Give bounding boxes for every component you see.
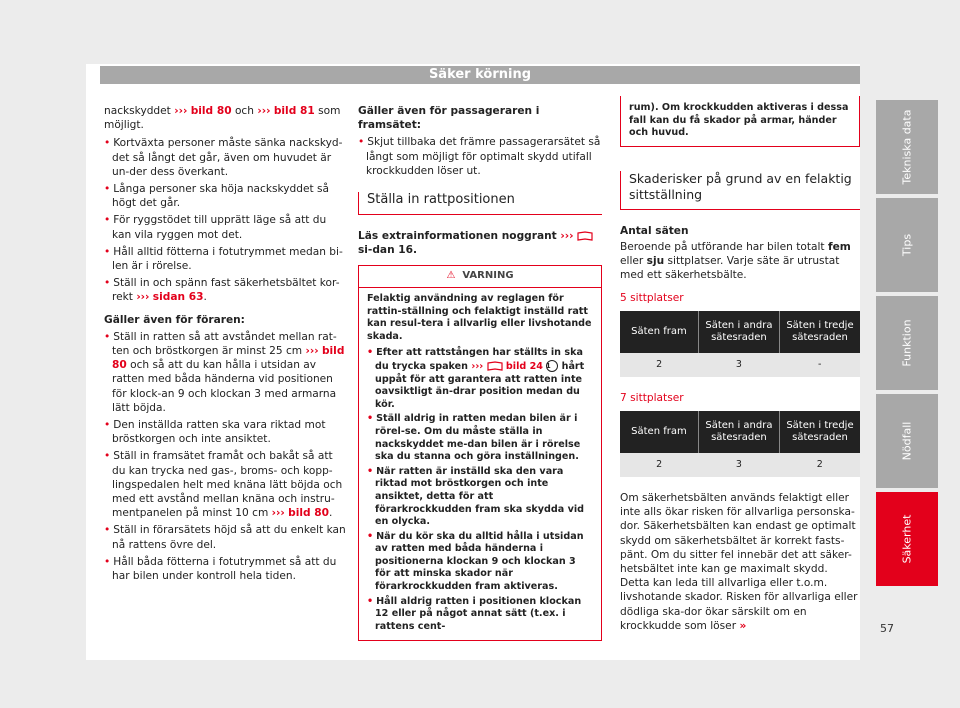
- ref-link[interactable]: bild 80: [112, 345, 345, 372]
- warning-header: ⚠ VARNING: [359, 266, 601, 288]
- seats-table-7: [620, 411, 860, 477]
- list-item: • Ställ in förarsätets höjd så att du enkelt kan nå rattens övre del.: [104, 523, 348, 551]
- book-icon: [487, 361, 503, 371]
- column-left: [104, 104, 348, 586]
- warning-intro: Felaktig användning av reglagen för rattin-ställning och felaktigt inställd ratt kan resul-tera i allvarlig eller livshotande skada.: [367, 293, 592, 342]
- section-title: Skaderisker på grund av en felaktig sittställning: [620, 171, 860, 210]
- ref-link[interactable]: bild 81: [273, 105, 315, 117]
- list-item: • För ryggstödet till upprätt läge så att du kan vila ryggen mot det.: [104, 213, 348, 241]
- read-note: Läs extrainformationen noggrant ››› si-dan 16.: [358, 229, 602, 257]
- warning-item: • Efter att rattstången har ställts in ska du trycka spaken ››› bild 24 1 hårt uppåt för att garantera att ratten inte oavsiktligt än-drar position medan du kör.: [367, 347, 593, 411]
- arrow-icon: ›››: [471, 360, 484, 372]
- continue-arrow-icon: »: [739, 619, 747, 632]
- seats-table-5: [620, 311, 860, 377]
- warning-item: • Ställ aldrig in ratten medan bilen är i rörel-se. Om du måste ställa in nackskyddet me-dan bilen är i rörelse ska du stanna och göra inställningen.: [367, 413, 593, 463]
- warning-continuation: rum). Om krockkudden aktiveras i dessa fall kan du få skador på armar, händer och huvud.: [620, 96, 860, 147]
- tab-nodfall[interactable]: Nödfall: [876, 394, 938, 488]
- ref-link[interactable]: bild 24: [505, 360, 543, 372]
- warning-item: • Håll aldrig ratten i positionen klockan 12 eller på något annat sätt (t.ex. i rattens cent-: [367, 596, 593, 634]
- table-row: [620, 453, 860, 477]
- table-cell: 2: [620, 453, 698, 477]
- book-icon: [577, 231, 593, 241]
- arrow-icon: ›››: [257, 105, 271, 117]
- table-header: Säten i tredje sätesraden: [779, 411, 860, 453]
- ref-link[interactable]: bild 80: [190, 105, 232, 117]
- arrow-icon: ›››: [271, 507, 285, 520]
- table-header: Säten fram: [620, 411, 698, 453]
- paragraph: Beroende på utförande har bilen totalt fem eller sju sittplatser. Varje säte är utrustat med ett säkerhetsbälte.: [620, 240, 851, 282]
- list-item: • Håll båda fötterna i fotutrymmet så att du har bilen under kontroll hela tiden.: [104, 555, 348, 583]
- column-right: [620, 96, 860, 637]
- table-cell: 2: [779, 453, 860, 477]
- paragraph: Om säkerhetsbälten används felaktigt eller inte alls ökar risken för allvarliga personska-dor. Säkerhetsbälten kan endast ge optimalt skydd om säkerhetsbältet är korrekt fasts-pänt. Om du sitter fel innebär det att säker-hetsbältet inte kan ge maximalt skydd. Detta kan leda till allvarliga eller t.o.m. livshotande skador. Risken för allvarliga eller dödliga ska-dor ökar särskilt om en krockkudde som löser »: [620, 492, 858, 632]
- table-cell: 2: [620, 353, 698, 377]
- table-cell: 3: [698, 453, 779, 477]
- warning-item: • När ratten är inställd ska den vara riktad mot bröstkorgen och inte ansiktet, detta för att förarkrockkudden fram ska skydda vid en olycka.: [367, 466, 593, 529]
- subheading: Antal säten: [620, 224, 689, 237]
- table-row: [620, 353, 860, 377]
- table-caption: 7 sittplatser: [620, 391, 684, 404]
- warning-item: • När du kör ska du alltid hålla i utsidan av ratten med båda händerna i positionerna klockan 9 och klockan 3 för att minska skador när förarkrockkudden fram aktiveras.: [367, 531, 593, 594]
- list-item: • Skjut tillbaka det främre passagerarsätet så långt som möjligt för optimalt skydd utifall krockkudden löser ut.: [358, 135, 602, 178]
- table-caption: 5 sittplatser: [620, 291, 684, 304]
- arrow-icon: ›››: [136, 291, 150, 304]
- tab-funktion[interactable]: Funktion: [876, 296, 938, 390]
- table-cell: 3: [698, 353, 779, 377]
- arrow-icon: ›››: [560, 230, 574, 243]
- tab-tekniska-data[interactable]: Tekniska data: [876, 100, 938, 194]
- warning-body: [359, 288, 601, 640]
- list-item: • Håll alltid fötterna i fotutrymmet medan bi-len är i rörelse.: [104, 245, 348, 273]
- subheading: Gäller även för passageraren i framsätet:: [358, 105, 540, 132]
- table-header: Säten fram: [620, 311, 698, 353]
- table-header: Säten i tredje sätesraden: [779, 311, 860, 353]
- page-header: Säker körning: [100, 66, 860, 84]
- list-item: • Ställ in och spänn fast säkerhetsbältet kor-rekt ››› sidan 63.: [104, 276, 348, 304]
- list-item: • Den inställda ratten ska vara riktad mot bröstkorgen och inte ansiktet.: [104, 418, 348, 446]
- section-title: Ställa in rattpositionen: [358, 192, 602, 215]
- list-item: • Ställ in framsätet framåt och bakåt så att du kan trycka ned gas-, broms- och kopp-lingspedalen helt med knäna lätt böjda och med ett avstånd mellan knäna och instru-mentpanelen på minst 10 cm ››› bild 80.: [104, 449, 348, 520]
- tab-sakerhet[interactable]: Säkerhet: [876, 492, 938, 586]
- list-item: • Kortväxta personer måste sänka nackskyd-det så långt det går, även om huvudet är un-der dess överkant.: [104, 136, 348, 179]
- warning-box: [358, 265, 602, 641]
- arrow-icon: ›››: [174, 105, 188, 117]
- list-item: • Långa personer ska höja nackskyddet så högt det går.: [104, 182, 348, 210]
- column-middle: [358, 104, 602, 641]
- ref-link[interactable]: bild 80: [288, 507, 330, 520]
- tab-tips[interactable]: Tips: [876, 198, 938, 292]
- table-header: Säten i andra sätesraden: [698, 311, 779, 353]
- warning-icon: ⚠: [446, 270, 456, 282]
- table-header: Säten i andra sätesraden: [698, 411, 779, 453]
- page-number: 57: [880, 622, 894, 635]
- ref-link[interactable]: sidan 63: [152, 291, 204, 304]
- list-item: • Ställ in ratten så att avståndet mellan rat-ten och bröstkorgen är minst 25 cm ››› bild 80 och så att du kan hålla i utsidan av ratten med båda händerna vid positionen för klock-an 9 och klockan 3 med armarna lätt böjda.: [104, 330, 348, 415]
- intro-paragraph: nackskyddet ››› bild 80 och ››› bild 81 som möjligt.: [104, 105, 341, 132]
- callout-number: 1: [546, 360, 558, 372]
- arrow-icon: ›››: [305, 345, 319, 358]
- table-cell: -: [779, 353, 860, 377]
- subheading: Gäller även för föraren:: [104, 313, 245, 326]
